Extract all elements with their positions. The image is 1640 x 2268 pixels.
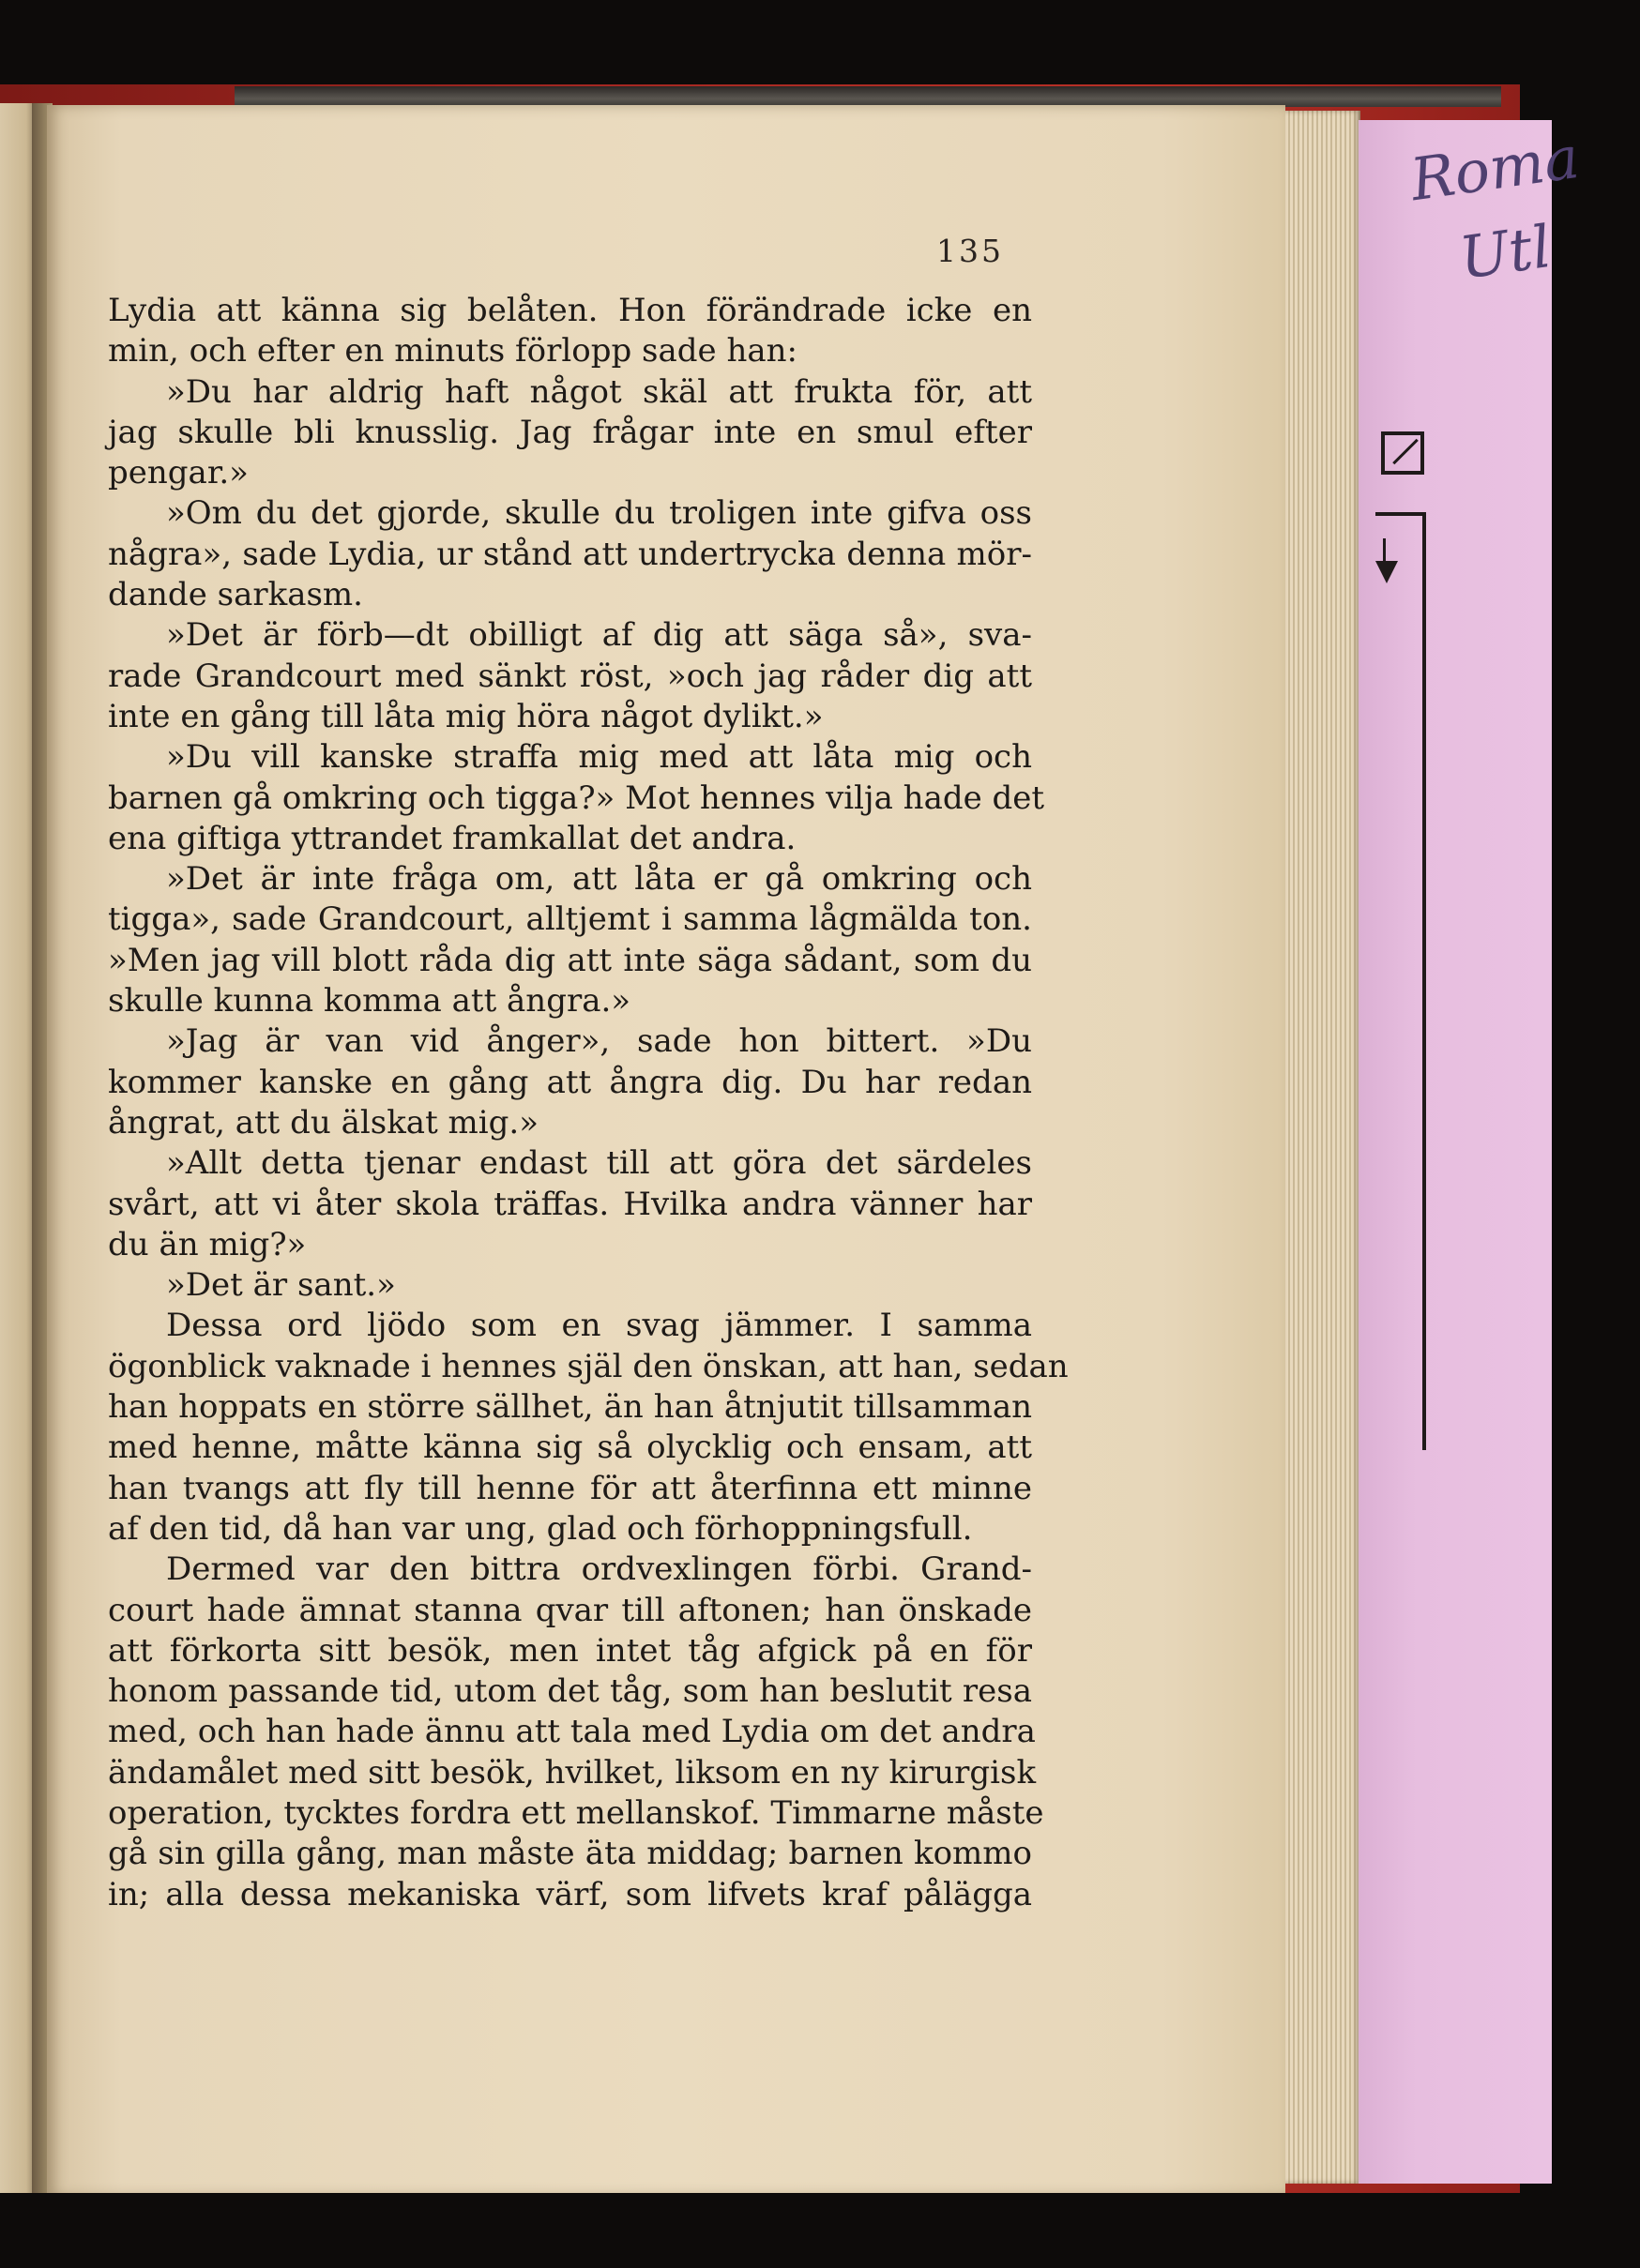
text-line: »Om du det gjorde, skulle du troligen inte gifva oss [166, 494, 1032, 533]
text-line: svårt, att vi åter skola träffas. Hvilka andra vänner har [108, 1185, 1032, 1223]
body-text [108, 291, 1069, 1915]
checkbox-icon [1381, 431, 1424, 475]
text-line: Lydia att känna sig belåten. Hon förändrade icke en [108, 292, 1032, 329]
bracket-line-icon [1375, 512, 1424, 516]
text-line: af den tid, då han var ung, glad och förhoppningsfull. [108, 1509, 973, 1548]
page-number: 135 [936, 233, 1004, 269]
text-line: »Det är inte fråga om, att låta er gå omkring och [166, 860, 1032, 899]
text-line: »Men jag vill blott råda dig att inte säga sådant, som du [108, 941, 1032, 979]
text-line: »Allt detta tjenar endast till att göra det särdeles [166, 1144, 1032, 1183]
text-line: »Det är förb—dt obilligt af dig att säga så», sva- [166, 616, 1032, 655]
page-edges [1285, 111, 1360, 2184]
handwritten-line: Utl [1455, 211, 1556, 293]
text-line: ändamålet med sitt besök, hvilket, liksom en ny kirurgisk [108, 1753, 1037, 1792]
text-line: några», sade Lydia, ur stånd att undertrycka denna mör- [108, 535, 1032, 573]
text-line: honom passande tid, utom det tåg, som han beslutit resa [108, 1672, 1032, 1711]
text-line: med henne, måtte känna sig så olycklig och ensam, att [108, 1429, 1032, 1467]
text-line: pengar.» [108, 454, 249, 492]
text-line: Dessa ord ljödo som en svag jämmer. I samma [166, 1307, 1032, 1345]
text-line: med, och han hade ännu att tala med Lydia om det andra [108, 1713, 1036, 1751]
text-line: ögonblick vaknade i hennes själ den önskan, att han, sedan [108, 1347, 1069, 1385]
text-line: in; alla dessa mekaniska värf, som lifvets kraf pålägga [108, 1875, 1032, 1913]
text-line: »Jag är van vid ånger», sade hon bittert. »Du [166, 1022, 1032, 1061]
text-line: court hade ämnat stanna qvar till aftonen; han önskade [108, 1591, 1032, 1629]
text-line: »Du vill kanske straffa mig med att låta mig och [166, 738, 1032, 777]
text-line: kommer kanske en gång att ångra dig. Du har redan [108, 1063, 1032, 1101]
text-line: du än mig?» [108, 1225, 307, 1263]
text-line: »Det är sant.» [166, 1266, 396, 1305]
page-top-edge [235, 86, 1501, 107]
text-line: rade Grandcourt med sänkt röst, »och jag råder dig att [108, 657, 1032, 695]
text-line: tigga», sade Grandcourt, alltjemt i samma lågmälda ton. [108, 900, 1032, 939]
text-line: »Du har aldrig haft något skäl att frukta för, att [166, 372, 1032, 411]
text-line: skulle kunna komma att ångra.» [108, 982, 631, 1021]
text-line: inte en gång till låta mig höra något dylikt.» [108, 697, 824, 735]
arrow-down-icon [1375, 561, 1398, 583]
text-line: gå sin gilla gång, man måste äta middag; barnen kommo [108, 1835, 1032, 1873]
text-line: han hoppats en större sällhet, än han åtnjutit tillsamman [108, 1388, 1032, 1427]
insert-card [1359, 120, 1584, 2184]
text-line: ena giftiga yttrandet framkallat det andra. [108, 819, 797, 857]
bracket-line-icon [1422, 512, 1426, 1450]
handwritten-note [1405, 115, 1596, 306]
text-line: barnen gå omkring och tigga?» Mot hennes vilja hade det [108, 779, 1045, 817]
background-shadow [0, 2193, 1640, 2268]
text-line: Dermed var den bittra ordvexlingen förbi. Grand- [166, 1550, 1032, 1589]
text-line: min, och efter en minuts förlopp sade han: [108, 332, 797, 370]
text-line: att förkorta sitt besök, men intet tåg afgick på en för [108, 1631, 1032, 1670]
text-line: ångrat, att du älskat mig.» [108, 1103, 539, 1142]
text-line: jag skulle bli knusslig. Jag frågar inte en smul efter [108, 413, 1032, 451]
text-line: dande sarkasm. [108, 576, 363, 614]
text-line: han tvangs att fly till henne för att återfinna ett minne [108, 1469, 1032, 1507]
handwritten-line: Roma [1406, 122, 1584, 215]
text-line: operation, tycktes fordra ett mellanskof. Timmarne måste [108, 1793, 1044, 1832]
